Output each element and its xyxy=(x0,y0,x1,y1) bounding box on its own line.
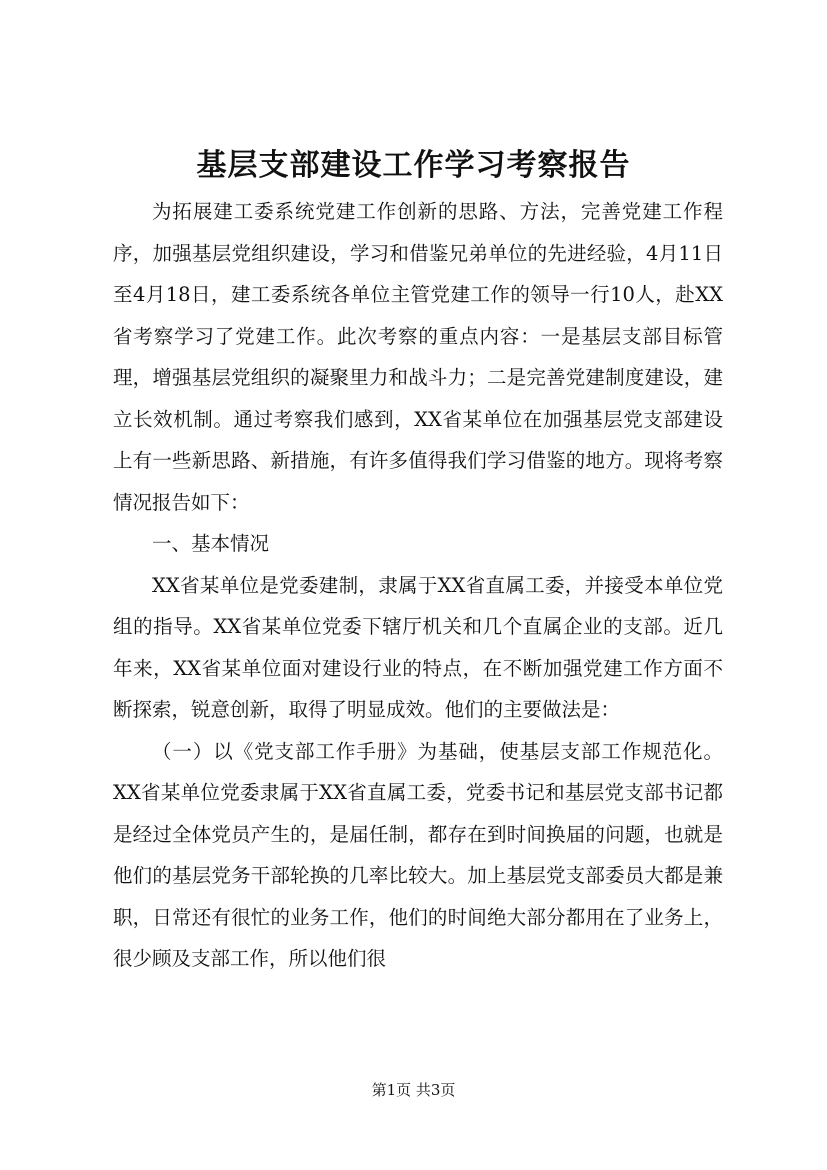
document-title: 基层支部建设工作学习考察报告 xyxy=(196,148,631,183)
paragraph-basic-situation: XX省某单位是党委建制，隶属于XX省直属工委，并接受本单位党组的指导。XX省某单位党委下辖厅机关和几个直属企业的支部。近几年来，XX省某单位面对建设行业的特点，在不断加强党建工作方面不断探索，锐意创新，取得了明显成效。他们的主要做法是： xyxy=(113,573,723,721)
page-number-label: 第1页 共3页 xyxy=(371,1081,456,1099)
paragraph-subsection-one: （一）以《党支部工作手册》为基础，使基层支部工作规范化。XX省某单位党委隶属于XX省直属工委，党委书记和基层党支部书记都是经过全体党员产生的，是届任制，都存在到时间换届的问题，也就是他们的基层党务干部轮换的几率比较大。加上基层党支部委员大都是兼职，日常还有很忙的业务工作，他们的时间绝大部分都用在了业务上，很少顾及支部工作，所以他们很 xyxy=(113,739,723,970)
paragraph-intro: 为拓展建工委系统党建工作创新的思路、方法，完善党建工作程序，加强基层党组织建设，学习和借鉴兄弟单位的先进经验，4月11日至4月18日，建工委系统各单位主管党建工作的领导一行10人，赴XX省考察学习了党建工作。此次考察的重点内容：一是基层支部目标管理，增强基层党组织的凝聚里力和战斗力；二是完善党建制度建设，建立长效机制。通过考察我们感到，XX省某单位在加强基层党支部建设上有一些新思路、新措施，有许多值得我们学习借鉴的地方。现将考察情况报告如下： xyxy=(113,200,723,514)
document-body xyxy=(113,191,723,980)
section-heading-basic-situation: 一、基本情况 xyxy=(152,532,270,555)
page-footer xyxy=(0,1080,827,1100)
